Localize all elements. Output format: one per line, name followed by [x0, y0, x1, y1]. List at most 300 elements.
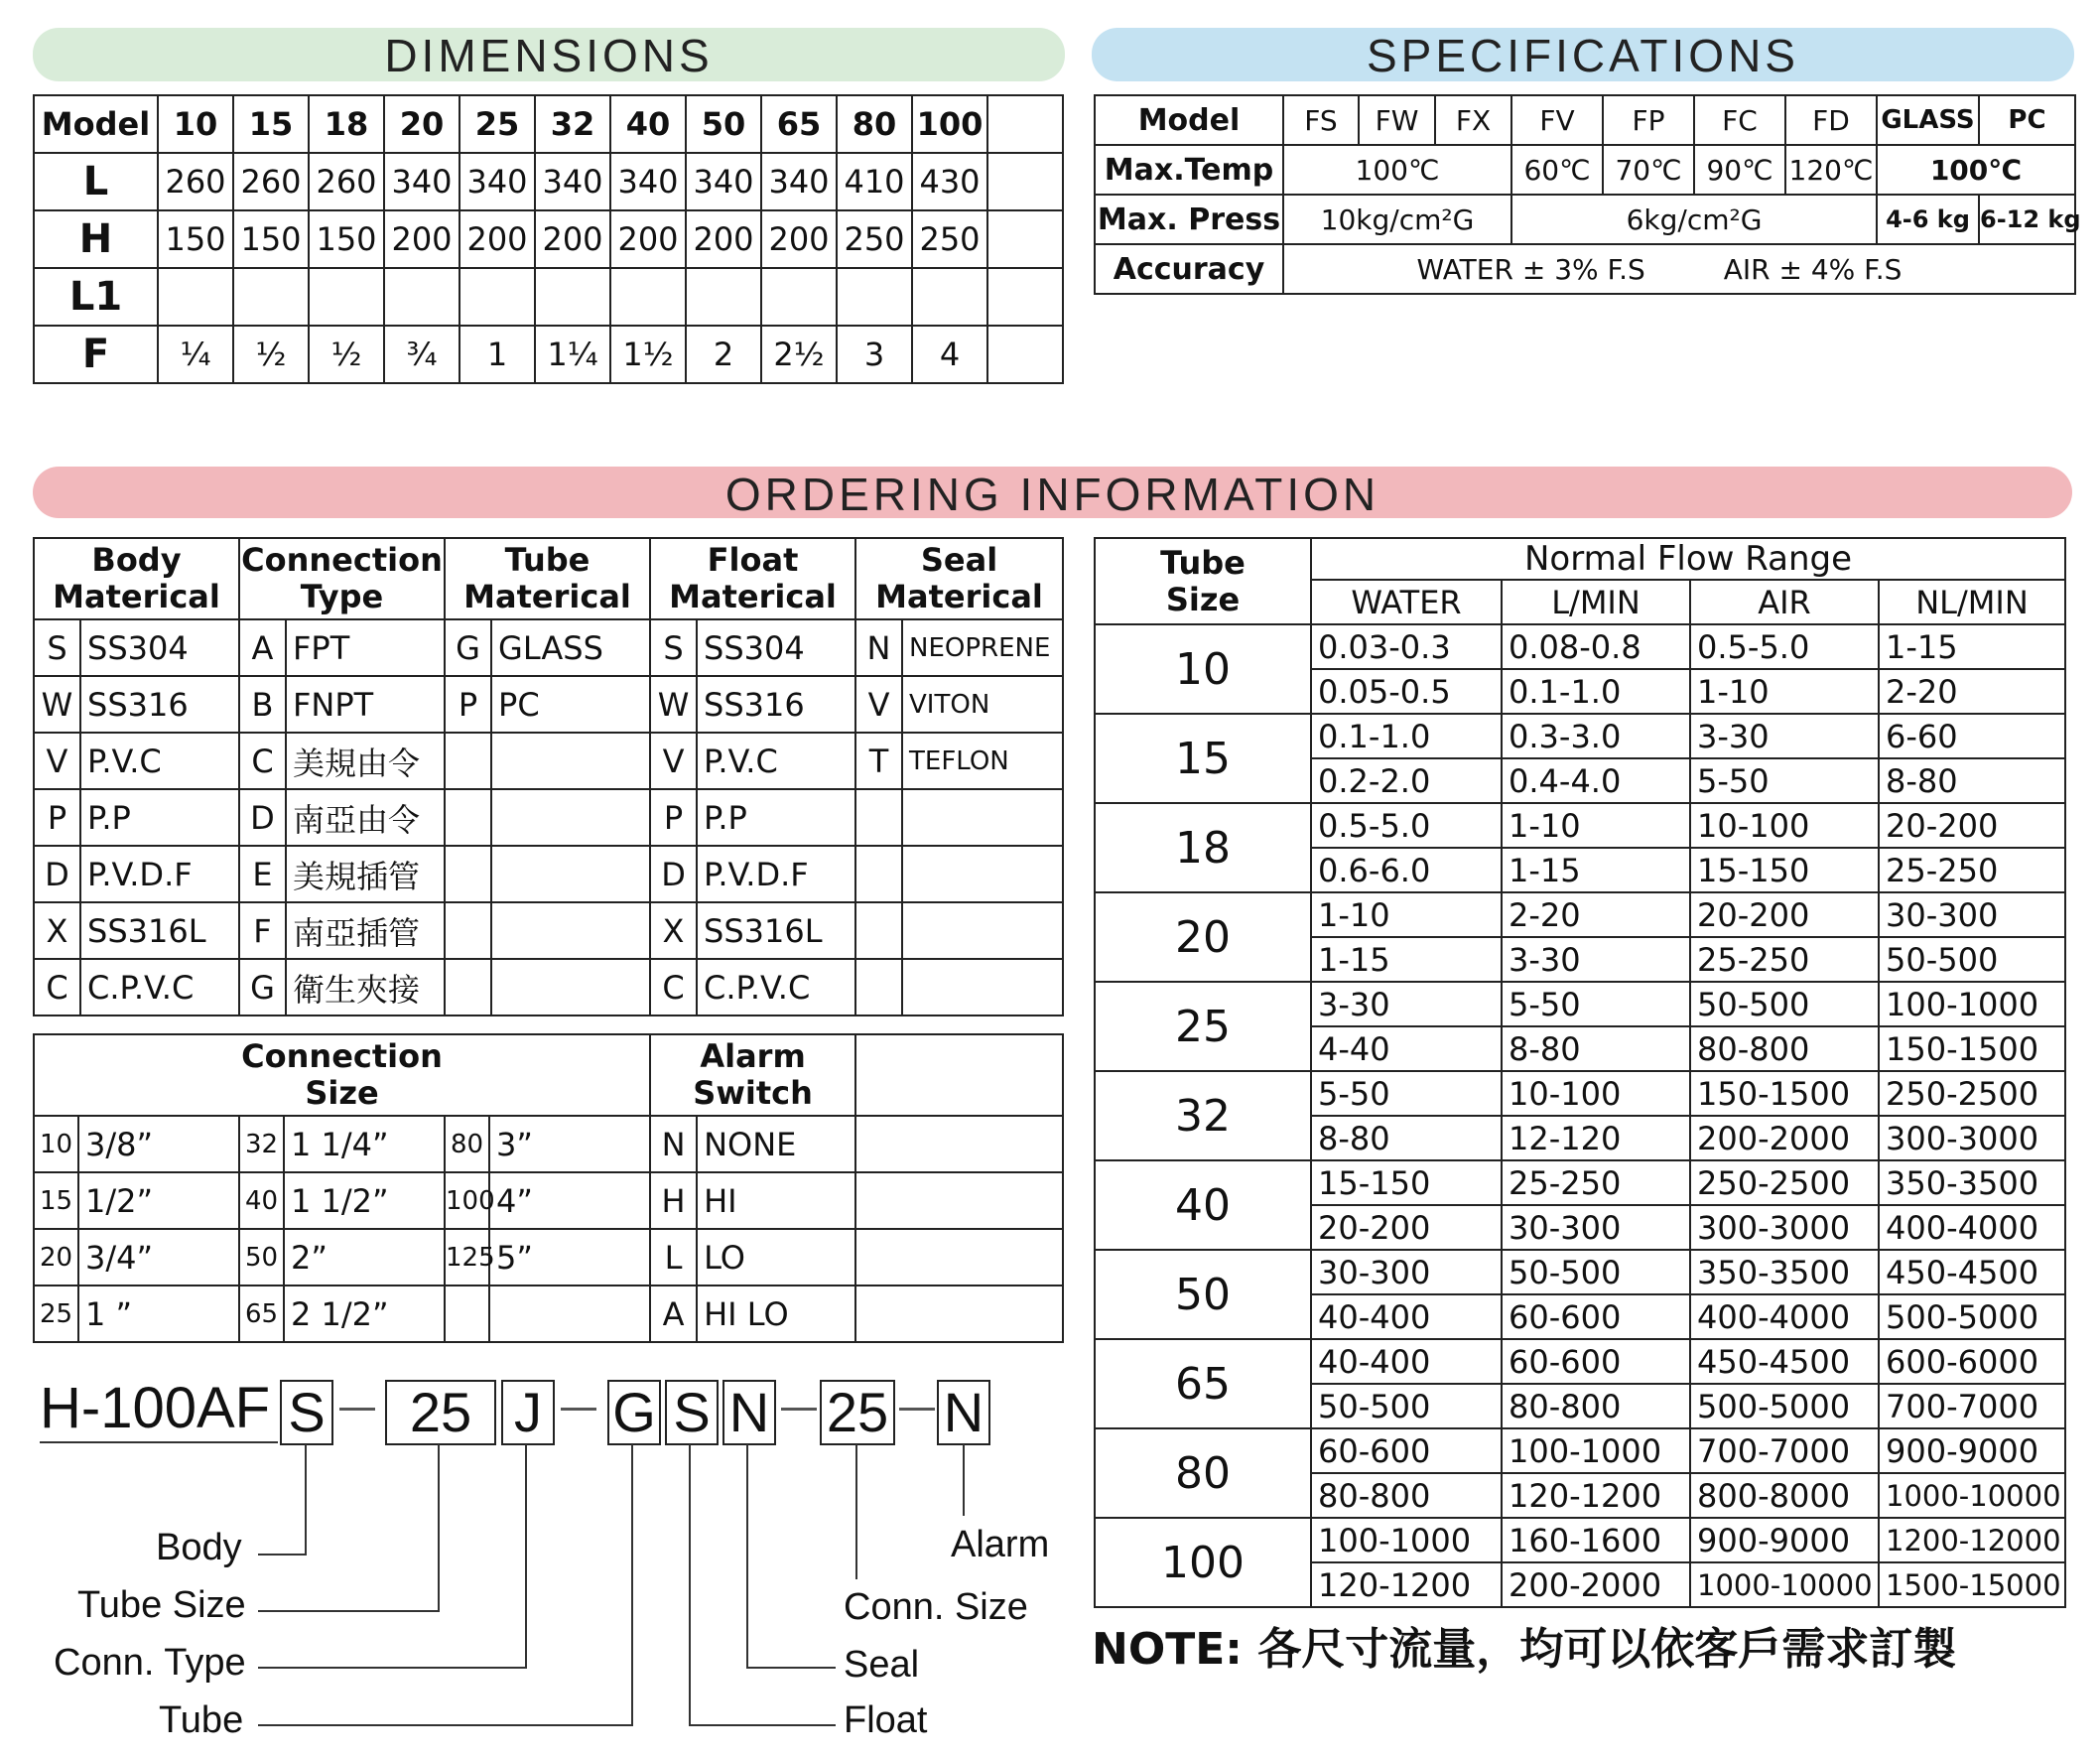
flow-value: 80-800: [1502, 1384, 1690, 1428]
material-name: 衛生夾接: [286, 959, 445, 1015]
flow-value: 0.1-1.0: [1311, 714, 1502, 758]
materials-row: [34, 676, 1063, 733]
material-name: SS304: [80, 619, 239, 676]
material-name: FPT: [286, 619, 445, 676]
flow-value: 450-4500: [1690, 1339, 1879, 1384]
dimension-cell: 4: [912, 326, 987, 383]
flow-value: 0.5-5.0: [1311, 803, 1502, 848]
alarm-code: N: [650, 1116, 697, 1172]
dimension-cell: 1¼: [535, 326, 610, 383]
material-code: [445, 733, 491, 789]
leader-tube-h: [258, 1724, 633, 1726]
flow-value: 150-1500: [1879, 1026, 2065, 1071]
conn-size-value: 1 1/2”: [284, 1172, 445, 1229]
materials-row: [34, 902, 1063, 959]
material-code: D: [239, 789, 286, 846]
material-name: 美規插管: [286, 846, 445, 902]
dimension-cell: ¼: [158, 326, 233, 383]
conn-size-code: 125: [445, 1229, 489, 1285]
material-code: V: [650, 733, 697, 789]
water-header: WATER: [1311, 580, 1502, 624]
conn-header-empty: [855, 1034, 1063, 1116]
materials-header-row: [34, 538, 1063, 619]
max-press-pc: 6-12 kg: [1979, 195, 2075, 244]
alarm-name: NONE: [697, 1116, 855, 1172]
flow-value: 2-20: [1502, 892, 1690, 937]
label-tube-size: Tube Size: [77, 1584, 246, 1626]
material-name: SS316L: [80, 902, 239, 959]
dimension-cell: 200: [535, 210, 610, 268]
flow-value: 300-3000: [1690, 1205, 1879, 1250]
flow-value: 500-5000: [1879, 1294, 2065, 1339]
label-seal: Seal: [844, 1644, 920, 1686]
flow-value: 3-30: [1690, 714, 1879, 758]
spec-fv: FV: [1511, 95, 1603, 145]
tube-size-header: Tube Size: [1095, 538, 1311, 624]
flow-value: 450-4500: [1879, 1250, 2065, 1294]
material-code: V: [34, 733, 80, 789]
code-dash-4: [899, 1408, 935, 1411]
flow-value: 20-200: [1879, 803, 2065, 848]
flow-value: 0.4-4.0: [1502, 758, 1690, 803]
dimension-cell: [459, 268, 535, 326]
material-name: GLASS: [491, 619, 650, 676]
material-code: [855, 846, 902, 902]
accuracy-values: [1283, 244, 2075, 294]
max-press-label: Max. Press: [1095, 195, 1283, 244]
conn-size-row: [34, 1172, 1063, 1229]
tube-size-value: 65: [1095, 1339, 1311, 1428]
dimension-cell: 80: [837, 95, 912, 153]
code-box-alarm: N: [937, 1380, 990, 1445]
flow-row: [1095, 1428, 2065, 1473]
accuracy-water: WATER ± 3% F.S: [1416, 252, 1645, 286]
dimension-cell: [384, 268, 459, 326]
material-name: P.V.D.F: [697, 846, 855, 902]
label-conn-size: Conn. Size: [844, 1586, 1028, 1628]
max-press-fs-fx: 10kg/cm²G: [1283, 195, 1511, 244]
max-temp-fs-fx: 100℃: [1283, 145, 1511, 195]
material-code: [855, 789, 902, 846]
flow-value: 10-100: [1502, 1071, 1690, 1116]
flow-value: 0.08-0.8: [1502, 624, 1690, 669]
material-code: B: [239, 676, 286, 733]
dimension-cell: 260: [158, 153, 233, 210]
flow-value: 1-10: [1690, 669, 1879, 714]
accuracy-air: AIR ± 4% F.S: [1723, 252, 1903, 286]
conn-size-code: 32: [239, 1116, 284, 1172]
material-name: [491, 846, 650, 902]
material-code: V: [855, 676, 902, 733]
dimension-cell: 340: [686, 153, 761, 210]
ordering-information-title: ORDERING INFORMATION: [33, 467, 2072, 518]
flow-value: 0.3-3.0: [1502, 714, 1690, 758]
conn-size-code: 25: [34, 1285, 78, 1342]
material-code: C: [239, 733, 286, 789]
dimension-cell: 200: [459, 210, 535, 268]
label-tube: Tube: [159, 1699, 244, 1741]
dimension-cell: 15: [233, 95, 309, 153]
flow-value: 8-80: [1502, 1026, 1690, 1071]
alarm-name: HI LO: [697, 1285, 855, 1342]
dimension-cell: [610, 268, 686, 326]
materials-table: [33, 537, 1064, 1016]
accuracy-label: Accuracy: [1095, 244, 1283, 294]
code-box-tube: G: [607, 1380, 661, 1445]
code-box-conn-size: 25: [820, 1380, 895, 1445]
prefix-underline: [40, 1441, 278, 1443]
dimensions-row: [34, 326, 1063, 383]
dimension-cell: 10: [158, 95, 233, 153]
flow-value: 350-3500: [1879, 1160, 2065, 1205]
tube-material-header: Tube Materical: [445, 538, 650, 619]
alarm-name: LO: [697, 1229, 855, 1285]
dimension-cell: [987, 95, 1063, 153]
dimension-label: F: [34, 326, 158, 383]
flow-value: 30-300: [1879, 892, 2065, 937]
connection-size-table: [33, 1033, 1064, 1343]
dimension-cell: 200: [761, 210, 837, 268]
flow-value: 100-1000: [1311, 1518, 1502, 1562]
conn-size-row: [34, 1285, 1063, 1342]
flow-value: 200-2000: [1502, 1562, 1690, 1607]
leader-float-h: [689, 1724, 836, 1726]
conn-size-code: 10: [34, 1116, 78, 1172]
flow-value: 700-7000: [1690, 1428, 1879, 1473]
dimension-cell: 20: [384, 95, 459, 153]
conn-size-value: 4”: [489, 1172, 650, 1229]
material-code: [855, 959, 902, 1015]
flow-value: 12-120: [1502, 1116, 1690, 1160]
flow-row: [1095, 892, 2065, 937]
conn-size-code: 50: [239, 1229, 284, 1285]
flow-value: 40-400: [1311, 1294, 1502, 1339]
flow-header-row: [1095, 538, 2065, 580]
dimension-cell: 340: [384, 153, 459, 210]
note-text: NOTE: 各尺寸流量，均可以依客戶需求訂製: [1092, 1624, 1957, 1675]
material-code: S: [650, 619, 697, 676]
flow-row: [1095, 1518, 2065, 1562]
flow-value: 50-500: [1879, 937, 2065, 982]
flow-value: 3-30: [1311, 982, 1502, 1026]
leader-tube-v: [631, 1444, 633, 1724]
flow-value: 400-4000: [1690, 1294, 1879, 1339]
dimensions-row: [34, 268, 1063, 326]
spec-fc: FC: [1694, 95, 1785, 145]
tube-size-value: 50: [1095, 1250, 1311, 1339]
flow-value: 1-15: [1502, 848, 1690, 892]
flow-value: 0.2-2.0: [1311, 758, 1502, 803]
material-name: PC: [491, 676, 650, 733]
material-code: P: [650, 789, 697, 846]
material-name: TEFLON: [902, 733, 1063, 789]
material-name: SS304: [697, 619, 855, 676]
material-name: 美規由令: [286, 733, 445, 789]
material-name: P.P: [80, 789, 239, 846]
material-name: FNPT: [286, 676, 445, 733]
conn-size-row: [34, 1229, 1063, 1285]
dimension-label: L1: [34, 268, 158, 326]
leader-alarm-v: [963, 1444, 965, 1516]
conn-size-value: 1 ”: [78, 1285, 239, 1342]
conn-header-row: [34, 1034, 1063, 1116]
dimension-cell: [987, 268, 1063, 326]
dimension-cell: 1½: [610, 326, 686, 383]
conn-size-value: 2 1/2”: [284, 1285, 445, 1342]
flow-value: 15-150: [1311, 1160, 1502, 1205]
flow-value: 700-7000: [1879, 1384, 2065, 1428]
conn-size-row: [34, 1116, 1063, 1172]
dimension-cell: 2½: [761, 326, 837, 383]
flow-value: 50-500: [1502, 1250, 1690, 1294]
material-name: P.V.C: [697, 733, 855, 789]
dimension-cell: 1: [459, 326, 535, 383]
flow-value: 1500-15000: [1879, 1562, 2065, 1607]
flow-value: 1-10: [1502, 803, 1690, 848]
dimension-cell: 50: [686, 95, 761, 153]
dimension-cell: [233, 268, 309, 326]
spec-fx: FX: [1435, 95, 1511, 145]
code-box-conn-type: J: [501, 1380, 555, 1445]
body-material-header: Body Materical: [34, 538, 239, 619]
dimension-cell: ½: [309, 326, 384, 383]
flow-value: 5-50: [1690, 758, 1879, 803]
dimension-cell: 200: [610, 210, 686, 268]
flow-value: 10-100: [1690, 803, 1879, 848]
flow-value: 25-250: [1502, 1160, 1690, 1205]
flow-value: 20-200: [1690, 892, 1879, 937]
flow-value: 100-1000: [1879, 982, 2065, 1026]
flow-value: 4-40: [1311, 1026, 1502, 1071]
material-code: X: [34, 902, 80, 959]
flow-row: [1095, 624, 2065, 669]
leader-seal-v: [746, 1444, 748, 1667]
material-code: D: [34, 846, 80, 902]
dimension-cell: ½: [233, 326, 309, 383]
flow-value: 120-1200: [1502, 1473, 1690, 1518]
model-code-prefix: [40, 1375, 270, 1441]
flow-value: 300-3000: [1879, 1116, 2065, 1160]
dimension-cell: [987, 153, 1063, 210]
flow-value: 25-250: [1690, 937, 1879, 982]
tube-size-value: 32: [1095, 1071, 1311, 1160]
dimension-cell: [912, 268, 987, 326]
dimension-cell: 260: [233, 153, 309, 210]
code-dash-3: [781, 1408, 817, 1411]
flow-value: 50-500: [1690, 982, 1879, 1026]
flow-value: 40-400: [1311, 1339, 1502, 1384]
label-float: Float: [844, 1699, 928, 1741]
dimension-cell: 410: [837, 153, 912, 210]
dimension-cell: 40: [610, 95, 686, 153]
tube-size-value: 100: [1095, 1518, 1311, 1607]
flow-value: 200-2000: [1690, 1116, 1879, 1160]
flow-value: 2-20: [1879, 669, 2065, 714]
code-box-tube-size: 25: [385, 1380, 496, 1445]
flow-value: 1-15: [1311, 937, 1502, 982]
material-code: [445, 902, 491, 959]
materials-row: [34, 733, 1063, 789]
dimension-cell: [535, 268, 610, 326]
material-name: [491, 789, 650, 846]
material-name: [902, 959, 1063, 1015]
seal-material-header: Seal Materical: [855, 538, 1063, 619]
material-name: [491, 902, 650, 959]
conn-size-code: 65: [239, 1285, 284, 1342]
flow-value: 5-50: [1311, 1071, 1502, 1116]
conn-size-value: 3”: [489, 1116, 650, 1172]
dimension-cell: [987, 326, 1063, 383]
max-temp-fp: 70℃: [1603, 145, 1694, 195]
material-name: SS316: [697, 676, 855, 733]
material-name: [902, 789, 1063, 846]
alarm-switch-header: Alarm Switch: [650, 1034, 855, 1116]
material-name: [902, 902, 1063, 959]
conn-size-value: [489, 1285, 650, 1342]
dimension-cell: 340: [761, 153, 837, 210]
flow-row: [1095, 714, 2065, 758]
nlmin-header: NL/MIN: [1879, 580, 2065, 624]
spec-accuracy-row: [1095, 244, 2075, 294]
flow-value: 100-1000: [1502, 1428, 1690, 1473]
conn-size-value: 5”: [489, 1229, 650, 1285]
label-conn-type: Conn. Type: [54, 1642, 246, 1684]
material-code: T: [855, 733, 902, 789]
code-dash-2: [561, 1408, 596, 1411]
conn-empty-cell: [855, 1229, 1063, 1285]
flow-value: 1-15: [1879, 624, 2065, 669]
material-code: [445, 959, 491, 1015]
material-code: C: [650, 959, 697, 1015]
material-code: G: [445, 619, 491, 676]
flow-row: [1095, 982, 2065, 1026]
leader-float-v: [689, 1444, 691, 1724]
flow-value: 1000-10000: [1879, 1473, 2065, 1518]
flow-value: 80-800: [1311, 1473, 1502, 1518]
tube-size-value: 20: [1095, 892, 1311, 982]
code-dash-1: [339, 1408, 375, 1411]
flow-value: 1200-12000: [1879, 1518, 2065, 1562]
tube-size-value: 18: [1095, 803, 1311, 892]
flow-value: 900-9000: [1690, 1518, 1879, 1562]
materials-row: [34, 789, 1063, 846]
dimension-cell: 200: [686, 210, 761, 268]
material-name: VITON: [902, 676, 1063, 733]
dimension-cell: 65: [761, 95, 837, 153]
flow-value: 250-2500: [1690, 1160, 1879, 1205]
conn-size-code: 40: [239, 1172, 284, 1229]
spec-max-temp-row: [1095, 145, 2075, 195]
dimension-cell: [686, 268, 761, 326]
connection-size-header: Connection Size: [34, 1034, 650, 1116]
flow-value: 0.5-5.0: [1690, 624, 1879, 669]
material-code: W: [34, 676, 80, 733]
tube-size-value: 40: [1095, 1160, 1311, 1250]
flow-value: 500-5000: [1690, 1384, 1879, 1428]
flow-value: 120-1200: [1311, 1562, 1502, 1607]
flow-value: 25-250: [1879, 848, 2065, 892]
dimension-cell: 260: [309, 153, 384, 210]
material-name: SS316: [80, 676, 239, 733]
flow-value: 400-4000: [1879, 1205, 2065, 1250]
material-name: NEOPRENE: [902, 619, 1063, 676]
code-box-float: S: [665, 1380, 719, 1445]
material-code: G: [239, 959, 286, 1015]
flow-row: [1095, 1250, 2065, 1294]
dimension-cell: [837, 268, 912, 326]
flow-value: 600-6000: [1879, 1339, 2065, 1384]
dimension-cell: 150: [309, 210, 384, 268]
material-name: 南亞由令: [286, 789, 445, 846]
material-code: E: [239, 846, 286, 902]
spec-fs: FS: [1283, 95, 1359, 145]
leader-connsize-v: [855, 1444, 857, 1579]
tube-size-value: 15: [1095, 714, 1311, 803]
material-name: P.V.D.F: [80, 846, 239, 902]
alarm-code: H: [650, 1172, 697, 1229]
alarm-code: L: [650, 1229, 697, 1285]
dimension-cell: 150: [158, 210, 233, 268]
conn-empty-cell: [855, 1285, 1063, 1342]
label-body: Body: [156, 1527, 242, 1568]
specifications-title: SPECIFICATIONS: [1092, 28, 2074, 81]
flow-value: 0.05-0.5: [1311, 669, 1502, 714]
flow-value: 1000-10000: [1690, 1562, 1879, 1607]
flow-value: 60-600: [1502, 1294, 1690, 1339]
flow-value: 80-800: [1690, 1026, 1879, 1071]
material-name: [491, 733, 650, 789]
max-press-glass: 4-6 kg: [1877, 195, 1979, 244]
dimension-cell: [158, 268, 233, 326]
flow-value: 30-300: [1311, 1250, 1502, 1294]
tube-size-value: 80: [1095, 1428, 1311, 1518]
leader-body-h: [258, 1554, 307, 1556]
leader-tubesize-v: [438, 1444, 440, 1610]
spec-pc: PC: [1979, 95, 2075, 145]
dimension-cell: 340: [459, 153, 535, 210]
material-code: W: [650, 676, 697, 733]
normal-flow-range-header: Normal Flow Range: [1311, 538, 2065, 580]
spec-header-row: [1095, 95, 2075, 145]
spec-max-press-row: [1095, 195, 2075, 244]
flow-row: [1095, 1071, 2065, 1116]
flow-value: 60-600: [1311, 1428, 1502, 1473]
flow-value: 8-80: [1879, 758, 2065, 803]
leader-body-v: [305, 1444, 307, 1554]
materials-row: [34, 959, 1063, 1015]
material-name: P.P: [697, 789, 855, 846]
dimension-cell: [987, 210, 1063, 268]
material-code: C: [34, 959, 80, 1015]
material-code: [445, 846, 491, 902]
material-code: X: [650, 902, 697, 959]
model-prefix-text: H-100AF: [40, 1376, 271, 1440]
material-code: A: [239, 619, 286, 676]
dimension-cell: [761, 268, 837, 326]
dimension-label: L: [34, 153, 158, 210]
flow-row: [1095, 803, 2065, 848]
material-code: N: [855, 619, 902, 676]
flow-value: 1-10: [1311, 892, 1502, 937]
flow-value: 5-50: [1502, 982, 1690, 1026]
spec-fd: FD: [1785, 95, 1877, 145]
spec-fw: FW: [1359, 95, 1435, 145]
max-temp-fc: 90℃: [1694, 145, 1785, 195]
dimensions-title: DIMENSIONS: [33, 28, 1065, 81]
connection-type-header: Connection Type: [239, 538, 445, 619]
conn-size-code: 15: [34, 1172, 78, 1229]
max-press-fv-fd: 6kg/cm²G: [1511, 195, 1877, 244]
